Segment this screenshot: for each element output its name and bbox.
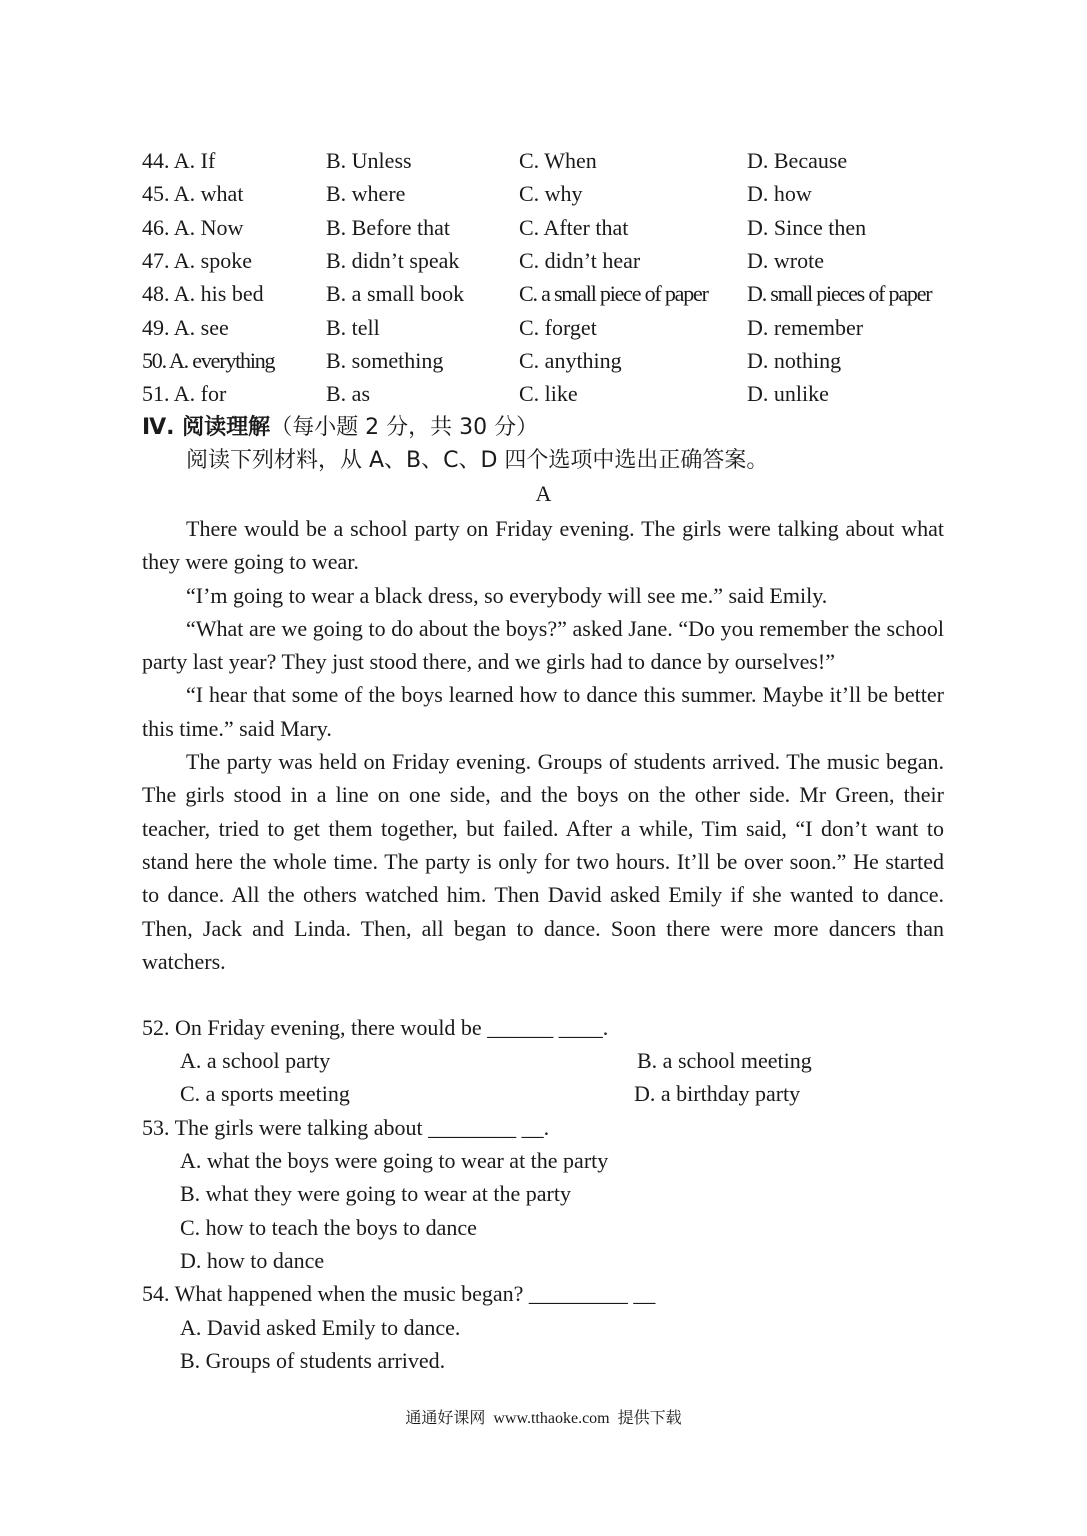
option-a: 47. A. spoke <box>142 248 252 273</box>
question-52-option-a: A. a school party <box>180 1048 331 1073</box>
option-b: B. didn’t speak <box>326 248 460 273</box>
option-d: D. nothing <box>747 348 842 373</box>
option-a: 51. A. for <box>142 381 227 406</box>
passage-label: A <box>535 481 552 506</box>
option-a: 49. A. see <box>142 315 229 340</box>
passage-paragraph: “I hear that some of the boys learned how to dance this summer. Maybe it’ll be better this time.” said Mary. <box>142 682 944 741</box>
option-c: C. After that <box>519 215 629 240</box>
option-row-50 <box>142 346 962 376</box>
passage-paragraph: The party was held on Friday evening. Groups of students arrived. The music began. The girls stood in a line on one side, and the boys on the other side. Mr Green, their teacher, tried to get them together, but failed. After a while, Tim said, “I don’t want to stand here the whole time. The party is only for two hours. It’ll be over soon.” He started to dance. All the others watched him. Then David asked Emily if she wanted to dance. Then, Jack and Linda. Then, all began to dance. Soon there were more dancers than watchers. <box>142 749 944 974</box>
question-52-option-c: C. a sports meeting <box>180 1081 350 1106</box>
option-c: C. why <box>519 181 583 206</box>
section-instruction: 阅读下列材料，从 A、B、C、D 四个选项中选出正确答案。 <box>186 448 769 473</box>
option-d: D. remember <box>747 315 864 340</box>
option-c: C. anything <box>519 348 622 373</box>
option-row-45 <box>142 179 962 209</box>
option-b: B. Unless <box>326 148 412 173</box>
footer-url: www.tthaoke.com <box>493 1410 610 1427</box>
question-52-option-b: B. a school meeting <box>637 1048 812 1073</box>
option-c: C. forget <box>519 315 597 340</box>
passage-paragraph: “I’m going to wear a black dress, so everybody will see me.” said Emily. <box>186 582 828 608</box>
section-title: Ⅳ. 阅读理解 <box>142 415 271 440</box>
option-row-49 <box>142 313 962 343</box>
footer-note: 提供下载 <box>617 1408 682 1427</box>
option-d: D. small pieces of paper <box>747 281 932 306</box>
question-54-stem: 54. What happened when the music began? _________ __ <box>142 1281 656 1306</box>
question-54-option-a: A. David asked Emily to dance. <box>180 1315 461 1340</box>
option-d: D. wrote <box>747 248 824 273</box>
question-52-option-d: D. a birthday party <box>634 1081 801 1106</box>
option-d: D. unlike <box>747 381 829 406</box>
page-footer <box>0 1406 1087 1431</box>
option-row-46 <box>142 213 962 243</box>
option-row-48 <box>142 279 962 309</box>
footer-site-name: 通通好课网 <box>405 1408 486 1427</box>
option-b: B. Before that <box>326 215 451 240</box>
option-b: B. tell <box>326 315 380 340</box>
option-a: 48. A. his bed <box>142 281 264 306</box>
question-53-option-c: C. how to teach the boys to dance <box>180 1215 477 1240</box>
question-54-option-b: B. Groups of students arrived. <box>180 1348 446 1373</box>
option-c: C. didn’t hear <box>519 248 641 273</box>
option-c: C. like <box>519 381 578 406</box>
option-c: C. When <box>519 148 597 173</box>
question-53-option-a: A. what the boys were going to wear at the party <box>180 1148 609 1173</box>
option-a: 46. A. Now <box>142 215 244 240</box>
option-row-47 <box>142 246 962 276</box>
passage-paragraph: There would be a school party on Friday evening. The girls were talking about what they were going to wear. <box>142 516 944 575</box>
option-b: B. as <box>326 381 370 406</box>
option-d: D. Since then <box>747 215 867 240</box>
question-53-stem: 53. The girls were talking about ________ __. <box>142 1115 550 1140</box>
option-b: B. a small book <box>326 281 465 306</box>
question-52-stem: 52. On Friday evening, there would be ______ ____. <box>142 1015 609 1040</box>
option-row-44 <box>142 146 962 176</box>
section-points: （每小题 2 分，共 30 分） <box>270 415 539 440</box>
reading-passage <box>142 512 944 978</box>
passage-paragraph: “What are we going to do about the boys?” asked Jane. “Do you remember the school party last year? They just stood there, and we girls had to dance by ourselves!” <box>142 615 944 675</box>
option-d: D. Because <box>747 148 848 173</box>
option-b: B. where <box>326 181 406 206</box>
section-heading <box>142 412 538 443</box>
option-d: D. how <box>747 181 812 206</box>
option-row-51 <box>142 379 962 409</box>
option-b: B. something <box>326 348 444 373</box>
question-53-option-b: B. what they were going to wear at the party <box>180 1181 571 1206</box>
option-a: 50. A. everything <box>142 348 275 373</box>
question-53-option-d: D. how to dance <box>180 1248 325 1273</box>
option-a: 45. A. what <box>142 181 244 206</box>
option-c: C. a small piece of paper <box>519 281 708 306</box>
option-a: 44. A. If <box>142 148 216 173</box>
